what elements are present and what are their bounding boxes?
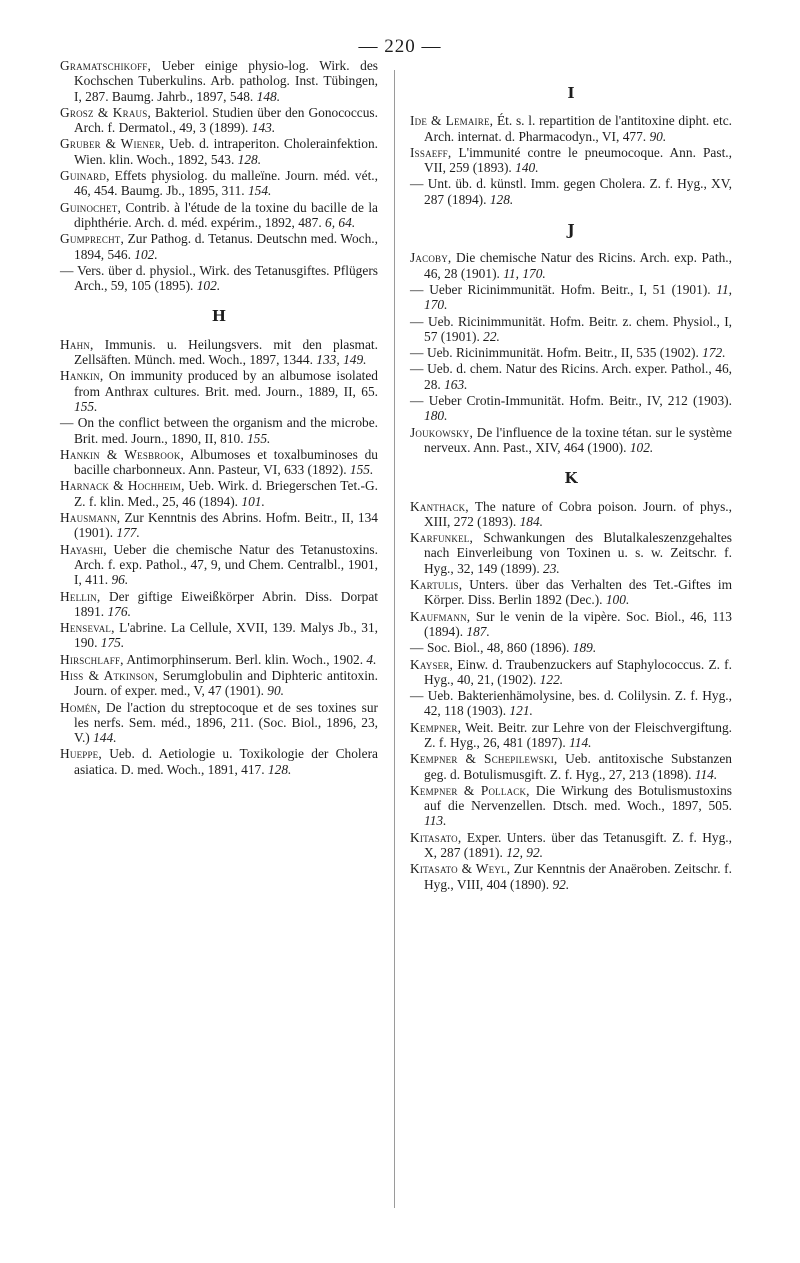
entry-citation: Weit. Beitr. zur Lehre von der Fleischvergiftung. Z. f. Hyg., 26, 481 (1897). <box>424 719 732 750</box>
entry-page-reference: 114. <box>569 734 592 750</box>
entry-citation: L'immunité contre le pneumocoque. Ann. Past., VII, 259 (1893). <box>424 144 732 176</box>
section-letter: J <box>567 221 575 240</box>
entry-page-reference: 155. <box>74 398 98 414</box>
page-number: — 220 — <box>358 36 442 57</box>
entry-author: — <box>410 393 424 409</box>
entry-citation: Immunis. u. Heilungsvers. mit den plasmat. Zellsäften. Münch. med. Woch., 1897, 1344. <box>74 336 378 368</box>
bibliography-entry <box>60 542 378 588</box>
entry-citation: Soc. Biol., 48, 860 (1896). <box>423 640 573 656</box>
entry-page-reference: 100. <box>605 592 630 608</box>
entry-citation: Ueb. antitoxische Substanzen geg. d. Botulismusgift. Z. f. Hyg., 27, 213 (1898). <box>424 751 732 782</box>
entry-author: Hiss & Atkinson, <box>60 667 158 683</box>
entry-page-reference: 189. <box>572 640 597 656</box>
entry-page-reference: 176. <box>107 603 131 619</box>
bibliography-entry <box>60 337 378 368</box>
entry-citation: Unt. üb. d. künstl. Imm. gegen Cholera. Z. f. Hyg., XV, 287 (1894). <box>423 176 732 207</box>
entry-page-reference: 155. <box>246 430 271 446</box>
entry-page-reference: 101. <box>241 493 265 509</box>
entry-citation: Zur Kenntnis der Anaëroben. Zeitschr. f. Hyg., VIII, 404 (1890). <box>424 861 732 892</box>
entry-author: — <box>410 361 424 377</box>
bibliography-entry <box>60 746 378 777</box>
entry-author: Kempner & Pollack, <box>410 782 530 798</box>
entry-page-reference: 184. <box>519 513 544 529</box>
entry-author: — <box>410 345 424 361</box>
entry-page-reference: 172. <box>702 345 726 361</box>
entry-page-reference: 96. <box>111 572 129 588</box>
bibliography-entry <box>60 510 378 541</box>
entry-page-reference: 155. <box>349 462 374 478</box>
entry-page-reference: 163. <box>444 376 468 392</box>
entry-citation: Zur Pathog. d. Tetanus. Deutschn med. Woch., 1894, 546. <box>74 231 378 262</box>
entry-author: Hausmann, <box>60 510 121 526</box>
entry-page-reference: 128. <box>267 761 292 777</box>
entry-citation: Contrib. à l'étude de la toxine du bacille de la diphthérie. Arch. d. méd. expérim., 1892, 487. <box>74 199 378 230</box>
bibliography-entry <box>60 231 378 262</box>
bibliography-entry <box>410 530 732 576</box>
entry-citation: Ueber Crotin-Immunität. Hofm. Beitr., IV, 212 (1903). <box>423 393 732 409</box>
entry-author: — <box>410 281 424 297</box>
section-letter: I <box>567 84 575 102</box>
entry-author: Hankin, <box>60 368 104 384</box>
entry-author: Guinochet, <box>60 199 122 215</box>
bibliography-entry <box>410 688 732 719</box>
bibliography-entry <box>60 415 378 446</box>
entry-citation: Serumglobulin and Diphteric antitoxin. Journ. of exper. med., V, 47 (1901). <box>74 667 378 699</box>
entry-page-reference: 128. <box>489 191 514 207</box>
entry-author: — <box>60 262 74 278</box>
entry-citation: Zur Kenntnis des Abrins. Hofm. Beitr., II, 134 (1901). <box>74 510 378 541</box>
bibliography-entry <box>60 668 378 699</box>
entry-author: Hellin, <box>60 588 101 604</box>
column-right <box>410 58 732 893</box>
entry-author: — <box>410 640 424 656</box>
entry-citation: On the conflict between the organism and the microbe. Brit. med. Journ., 1890, II, 810. <box>73 415 378 446</box>
entry-citation: Ueber Ricinimmunität. Hofm. Beitr., I, 51 (1901). <box>423 281 717 297</box>
entry-page-reference: 148. <box>256 88 281 104</box>
entry-author: Harnack & Hochheim, <box>60 478 185 494</box>
bibliography-entry <box>60 368 378 414</box>
entry-page-reference: 128. <box>237 151 262 167</box>
bibliography-entry <box>60 620 378 651</box>
entry-page-reference: 140. <box>515 160 539 176</box>
entry-page-reference: 90. <box>649 128 667 144</box>
entry-citation: Ueb. d. Aetiologie u. Toxikologie der Cholera asiatica. D. med. Woch., 1891, 417. <box>74 746 378 777</box>
entry-page-reference: 12, 92. <box>506 845 544 861</box>
entry-page-reference: 90. <box>267 683 285 699</box>
bibliography-entry <box>410 499 732 530</box>
entry-author: Henseval, <box>60 620 115 636</box>
bibliography-entry <box>410 830 732 861</box>
entry-author: — <box>60 415 74 431</box>
entry-author: Hueppe, <box>60 746 102 762</box>
entry-citation: Antimorphinserum. Berl. klin. Woch., 1902. <box>123 651 367 667</box>
bibliography-entry <box>60 105 378 136</box>
bibliography-entry <box>410 640 732 655</box>
bibliography-entry <box>410 425 732 456</box>
entry-author: Kitasato & Weyl, <box>410 861 511 877</box>
entry-author: Jacoby, <box>410 250 452 266</box>
entry-page-reference: 102. <box>629 439 654 455</box>
entry-citation: De l'influence de la toxine tétan. sur le système nerveux. Ann. Past., XIV, 464 (1900). <box>424 424 732 455</box>
entry-page-reference: 177. <box>116 525 140 541</box>
entry-author: Joukowsky, <box>410 424 474 440</box>
entry-author: Hirschlaff, <box>60 651 124 667</box>
entry-page-reference: 154. <box>247 183 272 199</box>
entry-page-reference: 144. <box>93 730 117 746</box>
entry-author: — <box>410 688 424 704</box>
entry-citation: Albumoses et toxalbuminoses du bacille charbonneux. Ann. Pasteur, VI, 633 (1892). <box>74 446 378 478</box>
entry-author: Kaufmann, <box>410 608 471 624</box>
bibliography-entry <box>410 609 732 640</box>
bibliography-entry <box>410 176 732 207</box>
entry-author: Gumprecht, <box>60 231 125 247</box>
entry-page-reference: 92. <box>552 876 570 892</box>
entry-citation: Schwankungen des Blutalkaleszenzgehaltes nach Einverleibung von Toxinen u. s. w. Zeitschr. f. Hyg., 32, 149 (1899). <box>424 530 732 576</box>
entry-citation: Vers. über d. physiol., Wirk. des Tetanusgiftes. Pflügers Arch., 59, 105 (1895). <box>73 262 378 294</box>
entry-author: Kayser, <box>410 656 454 672</box>
entry-page-reference: 11, 170. <box>424 281 732 313</box>
section-letter: K <box>564 469 578 488</box>
entry-page-reference: 122. <box>539 671 564 687</box>
entry-citation: Ueb. Ricinimmunität. Hofm. Beitr. z. chem. Physiol., I, 57 (1901). <box>423 313 732 344</box>
bibliography-entry <box>410 345 732 360</box>
entry-citation: Ueb. Wirk. d. Briegerschen Tet.-G. Z. f. klin. Med., 25, 46 (1894). <box>74 478 378 509</box>
entry-page-reference: 6, 64. <box>325 214 356 230</box>
entry-page-reference: 143. <box>251 120 276 136</box>
entry-author: Guinard, <box>60 168 110 184</box>
bibliography-entry <box>410 250 732 281</box>
entry-citation: Ueb. Ricinimmunität. Hofm. Beitr., II, 535 (1902). <box>423 345 703 361</box>
bibliography-entry <box>60 263 378 294</box>
entry-citation: Ueb. Bakterienhämolysine, bes. d. Colilysin. Z. f. Hyg., 42, 118 (1903). <box>423 688 732 719</box>
bibliography-entry <box>60 58 378 104</box>
entry-citation: Der giftige Eiweißkörper Abrin. Diss. Dorpat 1891. <box>74 588 378 619</box>
entry-page-reference: 102. <box>196 278 221 294</box>
entry-author: Homén, <box>60 699 101 715</box>
entry-citation: Sur le venin de la vipère. Soc. Biol., 46, 113 (1894). <box>424 608 732 639</box>
entry-page-reference: 23. <box>543 560 560 576</box>
section-letter: H <box>211 307 227 326</box>
bibliography-entry <box>60 700 378 746</box>
entry-author: Hahn, <box>60 336 94 352</box>
bibliography-entry <box>60 200 378 231</box>
entry-author: Issaeff, <box>410 144 452 160</box>
bibliography-entry <box>410 657 732 688</box>
bibliography-entry <box>60 168 378 199</box>
entry-author: Karfunkel, <box>410 530 474 546</box>
entry-author: — <box>410 313 424 329</box>
bibliography-entry <box>60 447 378 478</box>
entry-citation: L'abrine. La Cellule, XVII, 139. Malys Jb., 31, 190. <box>74 620 378 651</box>
entry-author: Gramatschikoff, <box>60 58 152 73</box>
bibliography-entry <box>410 113 732 144</box>
entry-citation: On immunity produced by an albumose isolated from Anthrax cultures. Brit. med. Journ., 1889, II, 65. <box>74 368 378 399</box>
entry-page-reference: 175. <box>100 635 125 651</box>
entry-citation: Ét. s. l. repartition de l'antitoxine dipht. etc. Arch. internat. d. Pharmacodyn., VI, 477. <box>424 113 732 144</box>
entry-author: Kempner, <box>410 719 462 735</box>
bibliography-entry <box>410 577 732 608</box>
bibliography-entry <box>410 361 732 392</box>
entry-citation: De l'action du streptocoque et de ses toxines sur les nerfs. Sem. méd., 1896, 211. (Soc. Biol., 1896, 23, V.) <box>74 699 378 746</box>
entry-page-reference: 11, 170. <box>503 265 546 281</box>
entry-citation: Einw. d. Traubenzuckers auf Staphylococcus. Z. f. Hyg., 40, 21, (1902). <box>424 656 732 687</box>
bibliography-entry <box>60 136 378 167</box>
entry-author: Kitasato, <box>410 829 462 845</box>
entry-citation: Effets physiolog. du malleïne. Journ. méd. vét., 46, 454. Baumg. Jb., 1895, 311. <box>74 168 378 199</box>
entry-author: Kempner & Schepilewski, <box>410 751 558 767</box>
entry-citation: The nature of Cobra poison. Journ. of phys., XIII, 272 (1893). <box>424 498 732 529</box>
entry-page-reference: 102. <box>134 246 158 262</box>
entry-page-reference: 22. <box>483 328 500 344</box>
entry-citation: Ueber einige physio-log. Wirk. des Kochschen Tuberkulins. Arb. patholog. Inst. Tübingen, I, 287. Baumg. Jahrb., 1897, 548. <box>74 58 378 104</box>
entry-author: Gruber & Wiener, <box>60 136 165 152</box>
entry-author: Kanthack, <box>410 498 469 514</box>
column-divider <box>394 70 395 1208</box>
entry-author: — <box>410 176 424 192</box>
entry-citation: Unters. über das Verhalten des Tet.-Giftes im Körper. Diss. Berlin 1892 (Dec.). <box>424 577 732 608</box>
entry-citation: Bakteriol. Studien über den Gonococcus. Arch. f. Dermatol., 49, 3 (1899). <box>74 104 378 136</box>
entry-citation: Ueber die chemische Natur des Tetanustoxins. Arch. f. exp. Pathol., 47, 9, und Chem. Centralbl., 1901, I, 411. <box>74 541 378 588</box>
bibliography-entry <box>410 145 732 176</box>
entry-citation: Exper. Unters. über das Tetanusgift. Z. f. Hyg., X, 287 (1891). <box>424 829 732 861</box>
bibliography-entry <box>410 393 732 424</box>
entry-author: Ide & Lemaire, <box>410 113 494 129</box>
entry-page-reference: 114. <box>694 766 718 782</box>
entry-author: Grosz & Kraus, <box>60 104 152 120</box>
bibliography-entry <box>410 282 732 313</box>
bibliography-entry <box>60 589 378 620</box>
bibliography-entry <box>410 720 732 751</box>
bibliography-entry <box>60 478 378 509</box>
entry-citation: Die chemische Natur des Ricins. Arch. exp. Path., 46, 28 (1901). <box>424 250 732 281</box>
entry-citation: Die Wirkung des Botulismustoxins auf die Nervenzellen. Dtsch. med. Woch., 1897, 505. <box>424 782 732 814</box>
bibliography-entry <box>410 751 732 782</box>
entry-page-reference: 180. <box>424 408 448 424</box>
entry-author: Hankin & Wesbrook, <box>60 446 185 462</box>
bibliography-entry <box>60 652 378 667</box>
entry-author: Kartulis, <box>410 577 463 593</box>
entry-citation: Ueb. d. chem. Natur des Ricins. Arch. exper. Pathol., 46, 28. <box>423 361 732 392</box>
entry-page-reference: 4. <box>366 651 377 667</box>
bibliography-entry <box>410 861 732 892</box>
column-left <box>60 58 378 778</box>
entry-page-reference: 187. <box>466 623 490 639</box>
entry-page-reference: 121. <box>509 703 533 719</box>
bibliography-entry <box>410 783 732 829</box>
entry-author: Hayashi, <box>60 541 107 557</box>
entry-page-reference: 113. <box>424 813 447 829</box>
entry-page-reference: 133, 149. <box>316 352 367 368</box>
bibliography-entry <box>410 314 732 345</box>
entry-citation: Ueb. d. intraperiton. Cholerainfektion. Wien. klin. Woch., 1892, 543. <box>74 136 378 167</box>
